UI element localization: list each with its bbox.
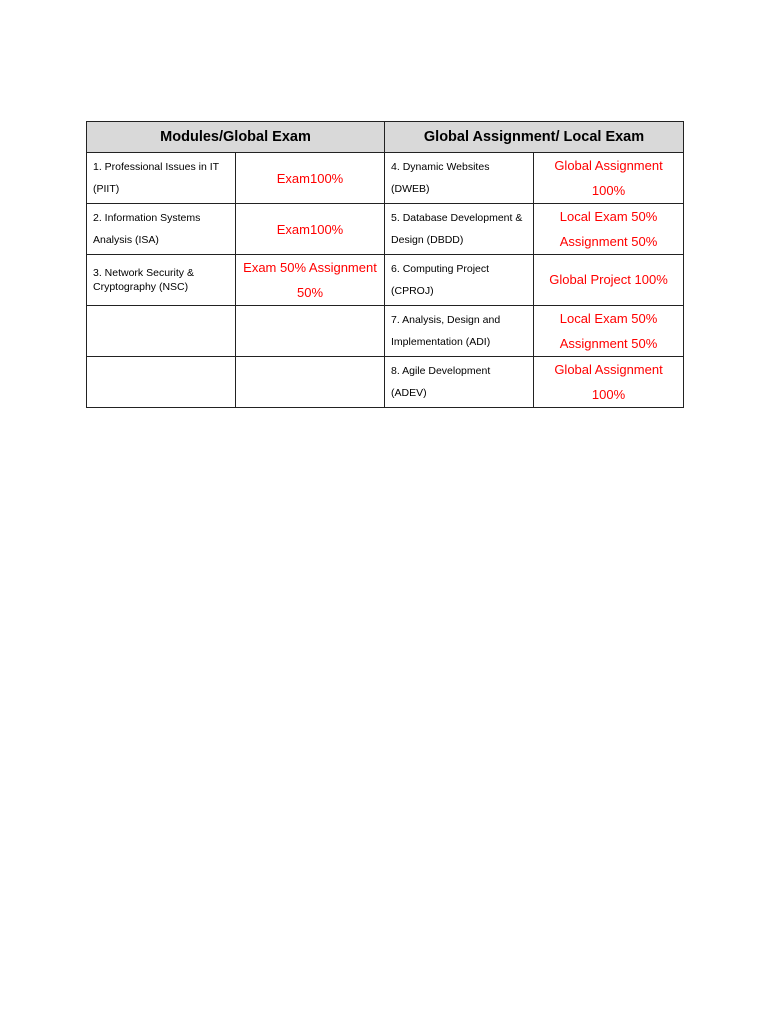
assessment-text: Global Project 100% xyxy=(549,272,668,287)
module-name: 2. Information Systems Analysis (ISA) xyxy=(93,212,201,246)
module-name-cell xyxy=(385,153,534,204)
module-name-cell xyxy=(87,255,236,306)
assessment-cell xyxy=(236,306,385,357)
assessment-text: Global Assignment 100% xyxy=(554,362,663,402)
assessment-cell xyxy=(236,204,385,255)
module-name-cell xyxy=(87,153,236,204)
table-row xyxy=(87,357,684,408)
assessment-text: Exam100% xyxy=(276,221,344,237)
module-name-cell xyxy=(385,204,534,255)
header-global-exam: Modules/Global Exam xyxy=(87,122,385,153)
assessment-cell xyxy=(236,255,385,306)
assessment-text: Local Exam 50% Assignment 50% xyxy=(559,209,658,249)
module-name-cell xyxy=(87,357,236,408)
module-name-cell xyxy=(385,306,534,357)
assessment-cell xyxy=(534,255,684,306)
table-header-row xyxy=(87,122,684,153)
module-name: 3. Network Security & Cryptography (NSC) xyxy=(93,267,194,293)
module-name: 8. Agile Development (ADEV) xyxy=(391,365,491,399)
module-name: 7. Analysis, Design and Implementation (ADI) xyxy=(391,314,501,348)
module-name: 5. Database Development & Design (DBDD) xyxy=(391,212,523,246)
module-name-cell xyxy=(87,306,236,357)
assessment-cell xyxy=(534,153,684,204)
module-name: 6. Computing Project (CPROJ) xyxy=(391,263,490,297)
module-name: 4. Dynamic Websites (DWEB) xyxy=(391,161,490,195)
module-name-cell xyxy=(385,357,534,408)
module-name-cell xyxy=(385,255,534,306)
table-row xyxy=(87,306,684,357)
header-global-assignment-local-exam: Global Assignment/ Local Exam xyxy=(385,122,684,153)
assessment-text: Exam 50% Assignment 50% xyxy=(243,260,377,300)
assessment-cell xyxy=(236,357,385,408)
assessment-text: Global Assignment 100% xyxy=(554,158,663,198)
module-assessment-table xyxy=(86,121,684,408)
assessment-text: Local Exam 50% Assignment 50% xyxy=(559,311,658,351)
assessment-text: Exam100% xyxy=(276,170,344,186)
assessment-cell xyxy=(534,357,684,408)
table-row xyxy=(87,153,684,204)
table-row xyxy=(87,255,684,306)
table-row xyxy=(87,204,684,255)
assessment-cell xyxy=(236,153,385,204)
assessment-cell xyxy=(534,306,684,357)
module-name-cell xyxy=(87,204,236,255)
module-name: 1. Professional Issues in IT (PIIT) xyxy=(93,161,219,195)
assessment-cell xyxy=(534,204,684,255)
